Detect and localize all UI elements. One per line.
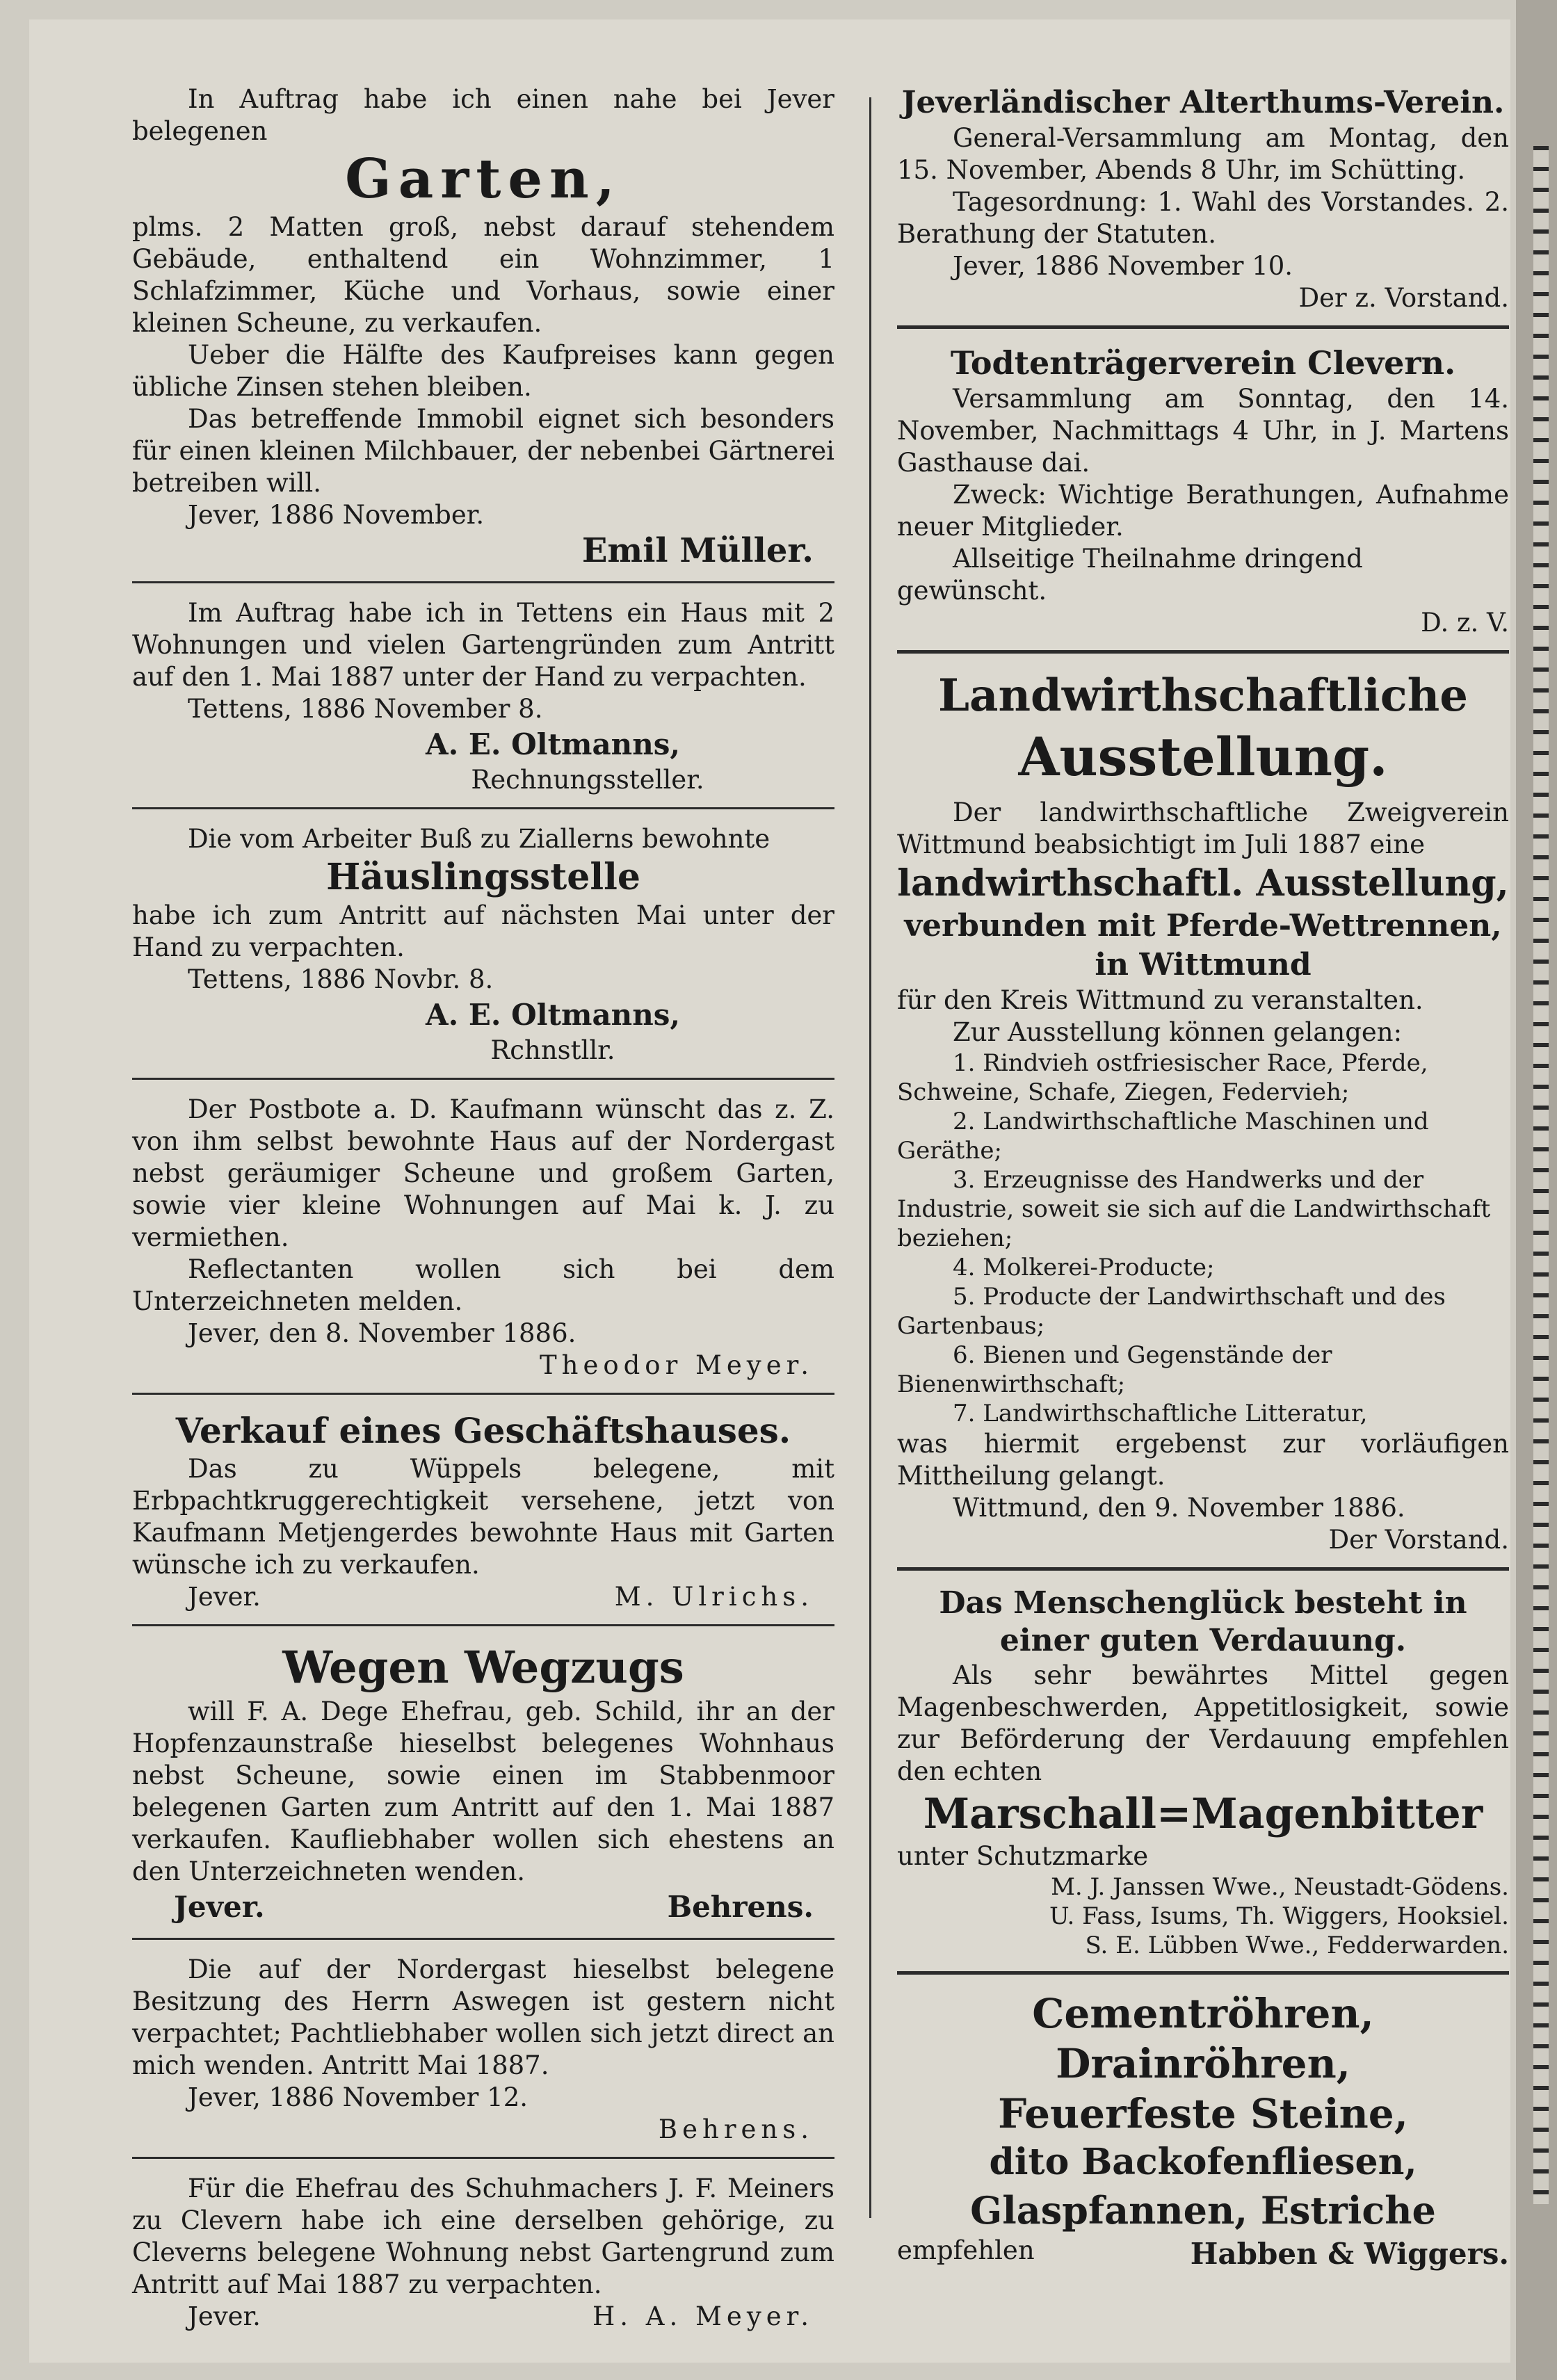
ad-role: Rechnungssteller. [471, 765, 704, 795]
ad-signature: M. Ulrichs. [614, 1582, 814, 1612]
ad-body: Im Auftrag habe ich in Tettens ein Haus mit 2 Wohnungen und vielen Gartengründen zum Antritt auf den 1. Mai 1887 unter der Hand zu verpachten. [132, 598, 834, 692]
ad-subheading-2: verbunden mit Pferde-Wettrennen, [904, 908, 1502, 944]
ad-body: will F. A. Dege Ehefrau, geb. Schild, ihr an der Hopfenzaunstraße hieselbst belegenes Wohnhaus nebst Scheune, sowie einen im Stabbenmoor belegenen Garten zum Antritt auf den 1. Mai 1887 verkaufen. Kaufliebhaber wollen sich ehestens an den Unterzeichneten wenden. [132, 1697, 834, 1886]
ad-body-3: Allseitige Theilnahme dringend gewünscht. [897, 544, 1363, 606]
ad-todtentraegerverein [897, 343, 1509, 639]
column-divider [869, 97, 871, 2218]
ad-signature: H. A. Meyer. [592, 2301, 814, 2331]
ad-date: Tettens, 1886 Novbr. 8. [188, 964, 494, 994]
ad-list-item: 1. Rindvieh ostfriesischer Race, Pferde, Schweine, Schafe, Ziegen, Federvieh; [897, 1049, 1428, 1106]
ad-intro: Die vom Arbeiter Buß zu Ziallerns bewohnte [188, 824, 771, 854]
ad-signature: Emil Müller. [581, 531, 814, 570]
ad-postbote [132, 1094, 834, 1382]
ad-subheading: landwirthschaftl. Ausstellung, [897, 862, 1509, 905]
ad-date: Jever, den 8. November 1886. [188, 1318, 576, 1348]
ad-dealer: U. Fass, Isums, Th. Wiggers, Hooksiel. [1049, 1902, 1509, 1930]
ad-haeuslingsstelle [132, 823, 834, 1067]
ad-body-2: Ueber die Hälfte des Kaufpreises kann gegen übliche Zinsen stehen bleiben. [132, 340, 834, 402]
ad-line: Cementröhren, [1032, 1990, 1374, 2037]
ad-separator [132, 807, 834, 809]
ad-line: Drainröhren, [1056, 2040, 1350, 2087]
ad-haus-tettens [132, 597, 834, 796]
ad-prefix: empfehlen [897, 2235, 1035, 2265]
ad-landwirthschaftliche-ausstellung [897, 667, 1509, 1556]
ad-list-item: 4. Molkerei-Producte; [953, 1254, 1215, 1281]
ad-separator [897, 325, 1509, 329]
ad-footer [132, 2301, 834, 2333]
ad-body: Für die Ehefrau des Schuhmachers J. F. Meiners zu Clevern habe ich eine derselben gehörige, zu Cleverns belegene Wohnung nebst Gartengrund zum Antritt auf Mai 1887 zu verpachten. [132, 2173, 834, 2299]
ad-separator [132, 1624, 834, 1626]
ad-separator [132, 1078, 834, 1080]
ad-signature: Der z. Vorstand. [1298, 283, 1509, 313]
ad-place: Jever. [174, 1890, 265, 1924]
ad-role: Rchnstllr. [490, 1035, 615, 1065]
ad-list-item: 2. Landwirthschaftliche Maschinen und Geräthe; [897, 1108, 1429, 1165]
ad-body: für den Kreis Wittmund zu veranstalten. [897, 985, 1423, 1015]
ad-separator [897, 1971, 1509, 1975]
ad-separator [132, 2157, 834, 2159]
left-column [132, 83, 834, 2333]
ad-body: General-Versammlung am Montag, den 15. November, Abends 8 Uhr, im Schütting. [897, 123, 1509, 185]
ad-body: habe ich zum Antritt auf nächsten Mai unter der Hand zu verpachten. [132, 900, 834, 962]
ad-body-2: Reflectanten wollen sich bei dem Unterzeichneten melden. [132, 1254, 834, 1316]
ad-signature: Behrens. [667, 1890, 814, 1924]
ad-separator [897, 1567, 1509, 1571]
ad-date: Jever, 1886 November 12. [188, 2082, 529, 2112]
ad-signature: Habben & Wiggers. [1190, 2237, 1509, 2271]
ad-body: Das zu Wüppels belegene, mit Erbpachtkruggerechtigkeit versehene, jetzt von Kaufmann Metjengerdes bewohnte Haus mit Garten wünsche ich zu verkaufen. [132, 1454, 834, 1580]
ad-meiners [132, 2173, 834, 2333]
ad-signature: Behrens. [658, 2114, 814, 2144]
ad-signature: D. z. V. [1421, 608, 1509, 638]
ad-signature: Theodor Meyer. [539, 1350, 814, 1380]
ad-date: Wittmund, den 9. November 1886. [953, 1493, 1405, 1523]
ad-heading: Das Menschenglück besteht in einer guten Verdauung. [939, 1585, 1467, 1658]
ad-footer [132, 1888, 834, 1927]
ad-dealer: S. E. Lübben Wwe., Fedderwarden. [1085, 1932, 1509, 1959]
ad-body-3: Das betreffende Immobil eignet sich besonders für einen kleinen Milchbauer, der nebenbei Gärtnerei betreiben will. [132, 404, 834, 498]
ad-garten [132, 83, 834, 570]
ad-list-item: 7. Landwirthschaftliche Litteratur, [953, 1400, 1368, 1427]
ad-list-item: 6. Bienen und Gegenstände der Bienenwirthschaft; [897, 1341, 1332, 1398]
ad-separator [132, 1938, 834, 1940]
ad-line: dito Backofenfliesen, [989, 2141, 1417, 2183]
ad-signature: A. E. Oltmanns, [425, 727, 681, 761]
ad-body: Als sehr bewährtes Mittel gegen Magenbeschwerden, Appetitlosigkeit, sowie zur Beförderung der Verdauung empfehlen den echten [897, 1660, 1509, 1786]
ad-separator [132, 581, 834, 583]
ad-body: Der Postbote a. D. Kaufmann wünscht das z. Z. von ihm selbst bewohnte Haus auf der Nordergast nebst geräumiger Scheune und großem Garten, sowie vier kleine Wohnungen auf Mai k. J. zu vermiethen. [132, 1094, 834, 1252]
ad-list-item: 3. Erzeugnisse des Handwerks und der Industrie, soweit sie sich auf die Landwirthschaft beziehen; [897, 1166, 1491, 1252]
ad-heading: Häuslingsstelle [326, 856, 640, 898]
ad-list-item: 5. Producte der Landwirthschaft und des Gartenbaus; [897, 1283, 1446, 1340]
ad-place: Jever. [188, 1582, 261, 1612]
ad-body-2: Zweck: Wichtige Berathungen, Aufnahme neuer Mitglieder. [897, 480, 1509, 542]
ad-footer [897, 2235, 1509, 2274]
ad-date: Jever, 1886 November 10. [953, 251, 1293, 281]
ad-body-2: unter Schutzmarke [897, 1841, 1149, 1871]
ad-footer [132, 1581, 834, 1613]
ad-body-2: Zur Ausstellung können gelangen: [953, 1017, 1403, 1047]
ad-intro: Der landwirthschaftliche Zweigverein Wittmund beabsichtigt im Juli 1887 eine [897, 798, 1509, 859]
ad-heading: Garten, [345, 147, 622, 211]
ad-heading: Todtenträgerverein Clevern. [950, 344, 1456, 382]
ad-line: Feuerfeste Steine, [998, 2090, 1408, 2137]
ad-body: Die auf der Nordergast hieselbst belegene Besitzung des Herrn Aswegen ist gestern nicht verpachtet; Pachtliebhaber wollen sich jetzt direct an mich wenden. Antritt Mai 1887. [132, 1954, 834, 2080]
ad-line: Glaspfannen, Estriche [970, 2188, 1436, 2233]
ad-wegzug [132, 1640, 834, 1927]
ad-heading: Wegen Wegzugs [282, 1642, 684, 1694]
ad-intro: In Auftrag habe ich einen nahe bei Jever belegenen [132, 84, 834, 146]
ad-subheading-3: in Wittmund [1095, 947, 1312, 982]
ad-place: Jever. [188, 2301, 261, 2331]
ad-separator [132, 1393, 834, 1395]
ad-cementroehren [897, 1989, 1509, 2274]
ad-body: Versammlung am Sonntag, den 14. November, Nachmittags 4 Uhr, in J. Martens Gasthause dai. [897, 384, 1509, 478]
ad-date: Tettens, 1886 November 8. [188, 694, 543, 724]
ad-heading-2: Ausstellung. [1018, 726, 1388, 788]
ad-dealer: M. J. Janssen Wwe., Neustadt-Gödens. [1051, 1873, 1509, 1901]
ad-body: plms. 2 Matten groß, nebst darauf stehendem Gebäude, enthaltend ein Wohnzimmer, 1 Schlafzimmer, Küche und Vorhaus, sowie einer kleinen Scheune, zu verkaufen. [132, 212, 834, 338]
ad-heading: Jeverländischer Alterthums-Verein. [901, 85, 1505, 120]
ad-alterthums-verein [897, 83, 1509, 314]
ad-product: Marschall=Magenbitter [923, 1790, 1483, 1838]
right-column [897, 83, 1509, 2274]
ad-date: Jever, 1886 November. [188, 500, 485, 530]
ad-heading: Landwirthschaftliche [938, 670, 1468, 722]
ad-magenbitter [897, 1585, 1509, 1960]
ad-signature: Der Vorstand. [1328, 1525, 1509, 1555]
ad-geschaeftshaus [132, 1409, 834, 1613]
ad-signature: A. E. Oltmanns, [425, 998, 681, 1032]
ad-separator [897, 650, 1509, 654]
ad-body-3: was hiermit ergebenst zur vorläufigen Mittheilung gelangt. [897, 1429, 1509, 1491]
ad-heading: Verkauf eines Geschäftshauses. [175, 1410, 791, 1451]
ad-body-2: Tagesordnung: 1. Wahl des Vorstandes. 2. Berathung der Statuten. [897, 187, 1509, 249]
ornamental-border [1533, 146, 1549, 2204]
ad-nordergast [132, 1954, 834, 2146]
